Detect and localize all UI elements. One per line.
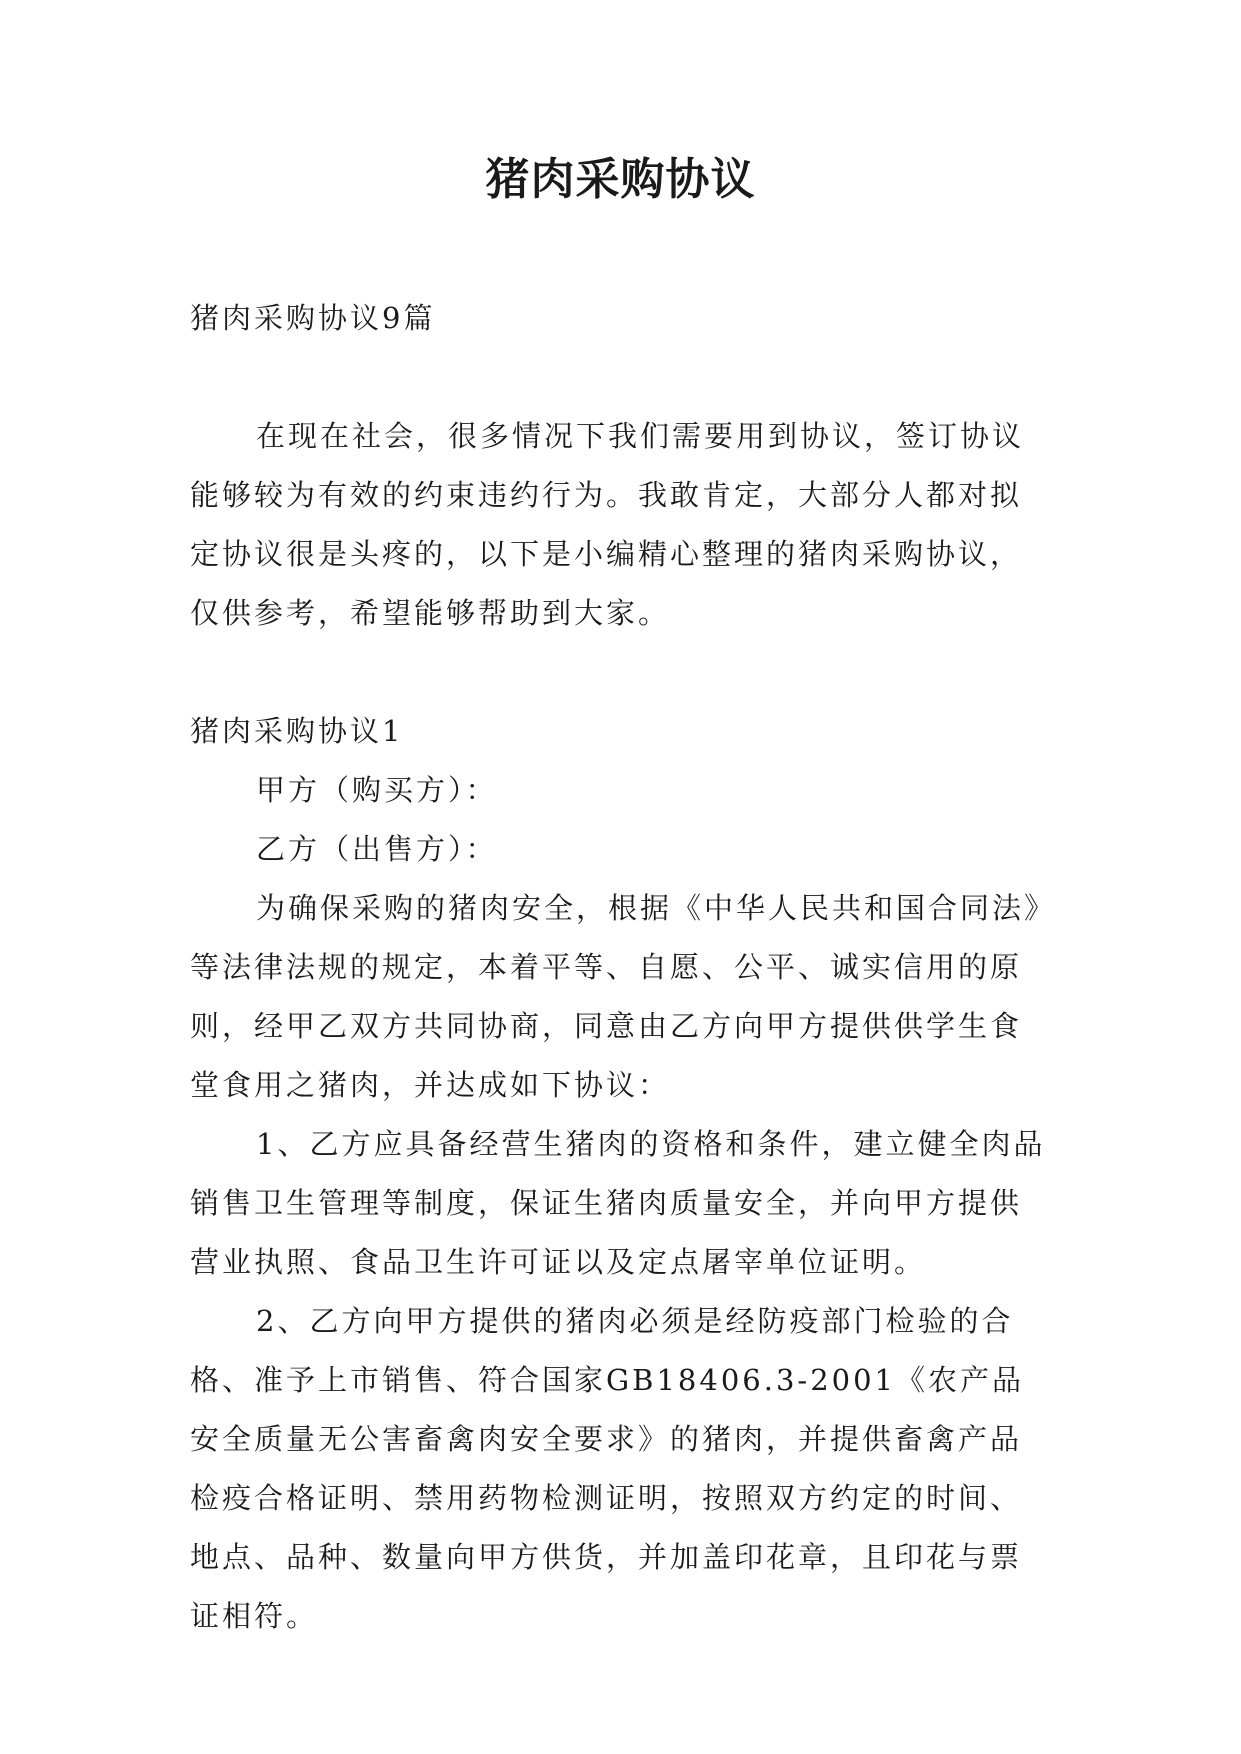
preamble-paragraph: 为确保采购的猪肉安全，根据《中华人民共和国合同法》等法律法规的规定，本着平等、自愿、公平、诚实信用的原则，经甲乙双方共同协商，同意由乙方向甲方提供供学生食堂食用之猪肉，并达成如下协议： bbox=[190, 891, 1042, 1102]
document-subtitle: 猪肉采购协议9篇 bbox=[190, 301, 436, 335]
party-b-line: 乙方（出售方）： bbox=[256, 832, 498, 866]
clause-2-paragraph: 2、乙方向甲方提供的猪肉必须是经防疫部门检验的合格、准予上市销售、符合国家GB18406.3-2001《农产品安全质量无公害畜禽肉安全要求》的猪肉，并提供畜禽产品检疫合格证明、禁用药物检测证明，按照双方约定的时间、地点、品种、数量向甲方供货，并加盖印花章，且印花与票证相符。 bbox=[190, 1304, 1025, 1633]
clause-1-paragraph: 1、乙方应具备经营生猪肉的资格和条件，建立健全肉品销售卫生管理等制度，保证生猪肉质量安全，并向甲方提供营业执照、食品卫生许可证以及定点屠宰单位证明。 bbox=[190, 1127, 1046, 1279]
party-a-line: 甲方（购买方）： bbox=[256, 773, 498, 807]
spacer bbox=[190, 643, 1050, 702]
document-title: 猪肉采购协议 bbox=[485, 154, 756, 205]
intro-paragraph: 在现在社会，很多情况下我们需要用到协议，签订协议能够较为有效的约束违约行为。我敢肯定，大部分人都对拟定协议很是头疼的，以下是小编精心整理的猪肉采购协议，仅供参考，希望能够帮助到大家。 bbox=[190, 419, 1025, 630]
section-heading: 猪肉采购协议1 bbox=[190, 714, 404, 748]
document-body bbox=[190, 289, 1050, 1646]
spacer bbox=[190, 348, 1050, 407]
